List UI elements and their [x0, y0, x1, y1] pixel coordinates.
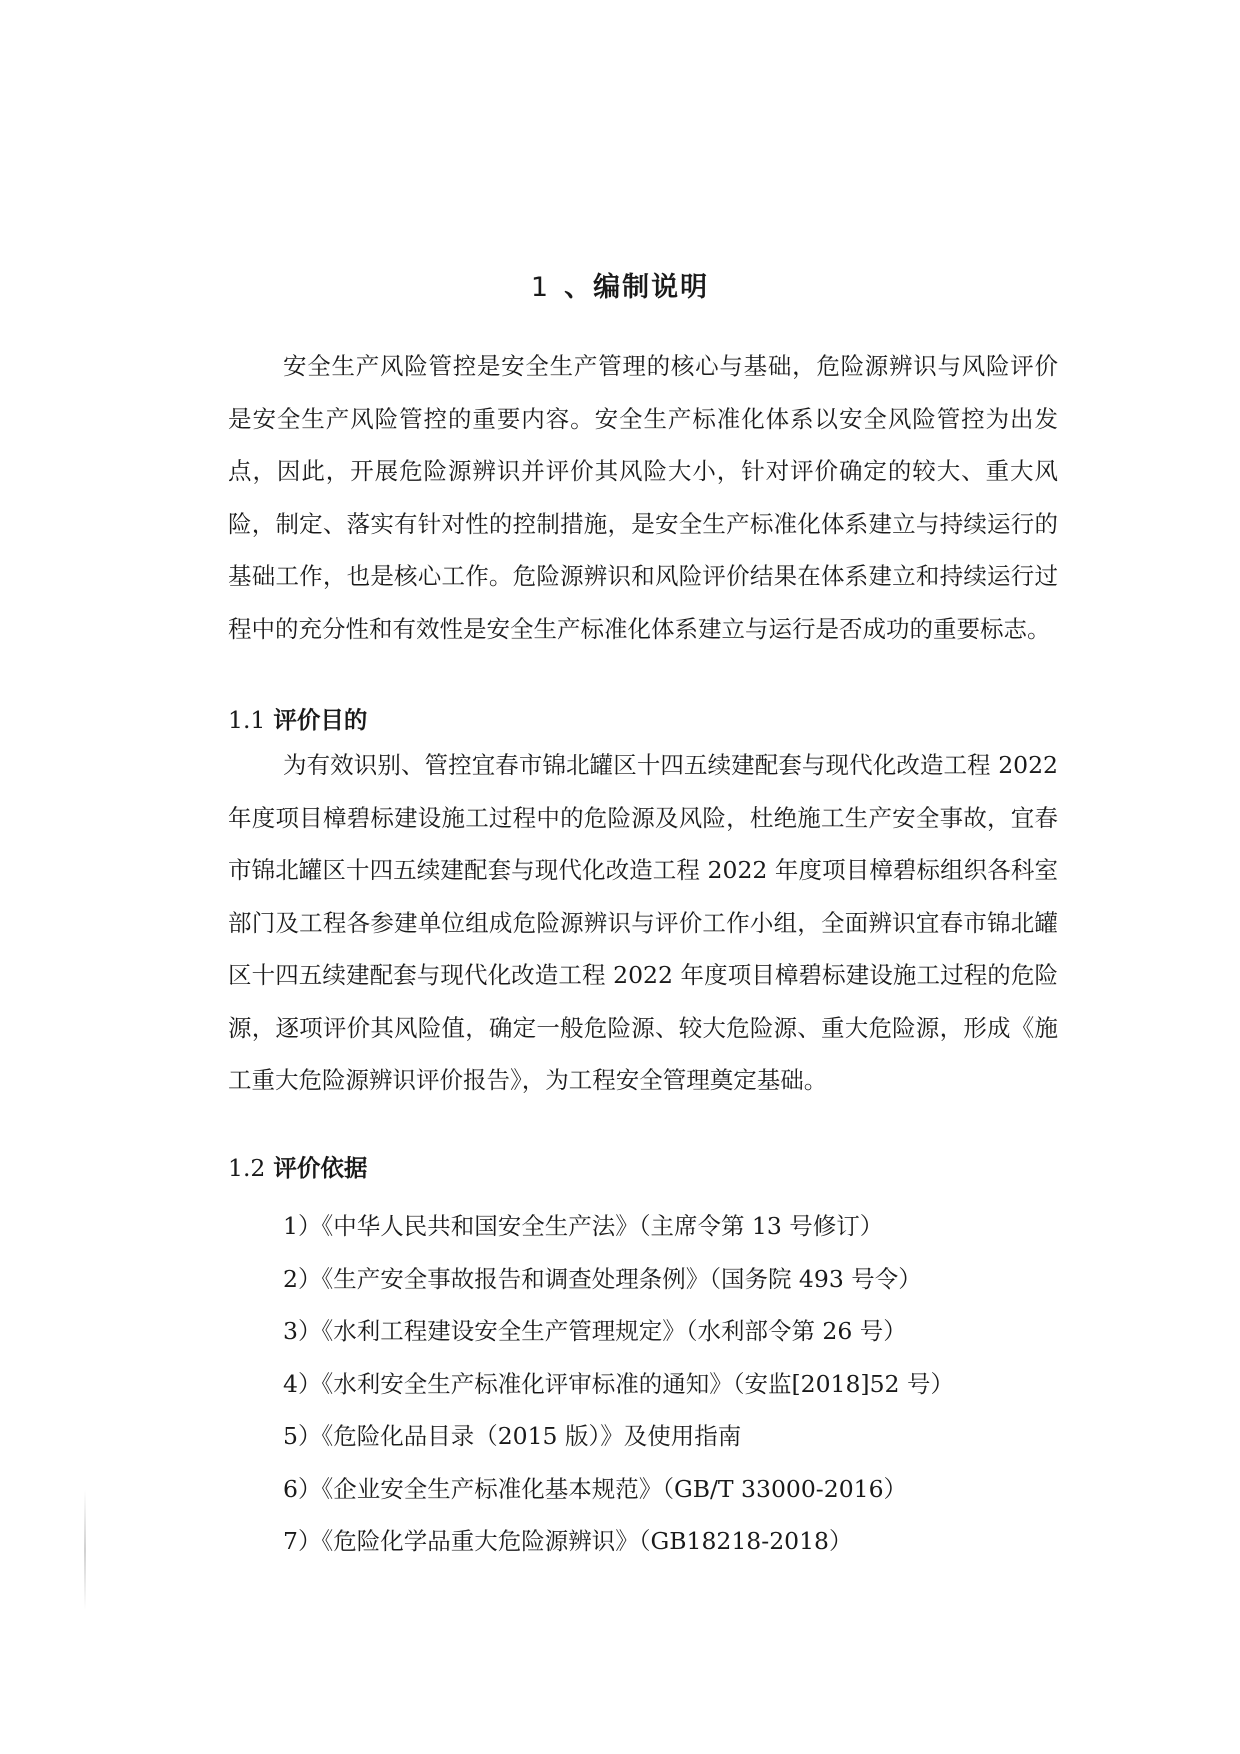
reference-item: 6）《企业安全生产标准化基本规范》（GB/T 33000-2016）: [283, 1474, 908, 1503]
subsection-number: 1.1: [228, 706, 266, 734]
evaluation-purpose-paragraph: 为有效识别、管控宜春市锦北罐区十四五续建配套与现代化改造工程 2022 年度项目樟碧标建设施工过程中的危险源及风险，杜绝施工生产安全事故，宜春市锦北罐区十四五续建配套与现代化改造工程 2022 年度项目樟碧标组织各科室部门及工程各参建单位组成危险源辨识与评价工作小组，全面辨识宜春市锦北罐区十四五续建配套与现代化改造工程 2022 年度项目樟碧标建设施工过程的危险源，逐项评价其风险值，确定一般危险源、较大危险源、重大危险源，形成《施工重大危险源辨识评价报告》，为工程安全管理奠定基础。: [228, 751, 1058, 1094]
reference-item: 2）《生产安全事故报告和调查处理条例》（国务院 493 号令）: [283, 1264, 922, 1293]
intro-paragraph: 安全生产风险管控是安全生产管理的核心与基础，危险源辨识与风险评价是安全生产风险管控的重要内容。安全生产标准化体系以安全风险管控为出发点，因此，开展危险源辨识并评价其风险大小，针对评价确定的较大、重大风险，制定、落实有针对性的控制措施，是安全生产标准化体系建立与持续运行的基础工作，也是核心工作。危险源辨识和风险评价结果在体系建立和持续运行过程中的充分性和有效性是安全生产标准化体系建立与运行是否成功的重要标志。: [228, 352, 1058, 643]
reference-item: 3）《水利工程建设安全生产管理规定》（水利部令第 26 号）: [283, 1317, 907, 1345]
subsection-heading-1-1: [228, 700, 367, 740]
reference-item: 5）《危险化品目录（2015 版）》及使用指南: [283, 1422, 742, 1450]
subsection-heading-1-2: [228, 1148, 367, 1188]
reference-item: 1）《中华人民共和国安全生产法》（主席令第 13 号修订）: [283, 1212, 884, 1240]
scan-edge-mark: [84, 1490, 86, 1610]
subsection-title: 评价依据: [273, 1154, 368, 1182]
reference-item: 7）《危险化学品重大危险源辨识》（GB18218-2018）: [283, 1527, 853, 1555]
section-title-text: 、编制说明: [564, 272, 710, 303]
section-title-number: 1: [530, 272, 551, 303]
reference-item: 4）《水利安全生产标准化评审标准的通知》（安监[2018]52 号）: [283, 1369, 954, 1398]
section-title: [0, 268, 1240, 308]
subsection-number: 1.2: [228, 1154, 266, 1182]
subsection-title: 评价目的: [273, 706, 368, 734]
reference-list: [283, 1200, 954, 1568]
